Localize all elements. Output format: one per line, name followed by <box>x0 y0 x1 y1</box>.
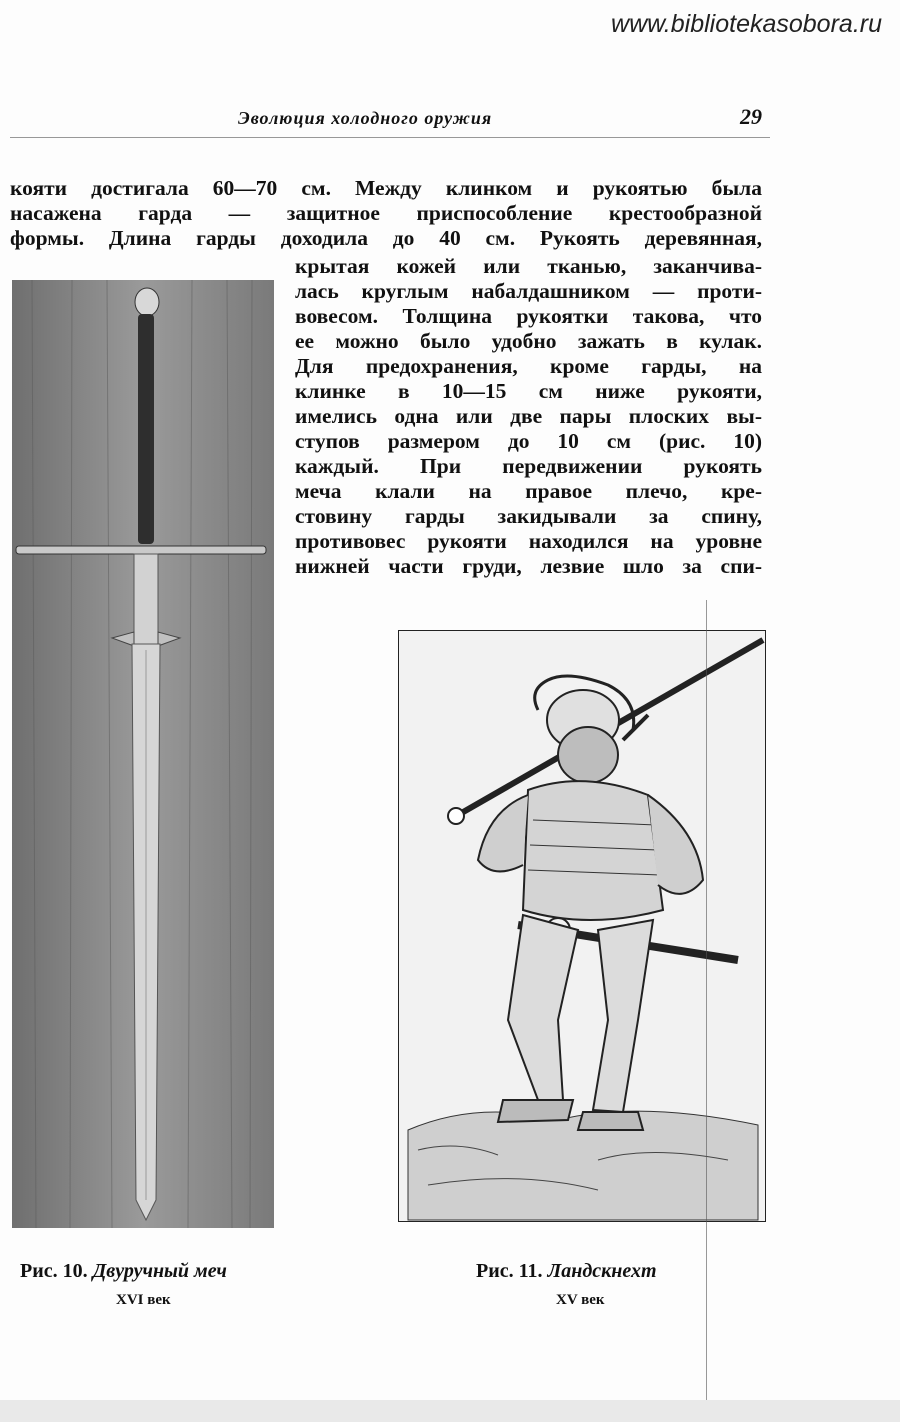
body-line-9: клинке в 10—15 см ниже рукояти, <box>295 379 762 403</box>
figure-11-label: Рис. 11. <box>476 1260 543 1282</box>
two-handed-sword-icon <box>12 280 274 1228</box>
site-watermark: www.bibliotekasobora.ru <box>611 10 882 38</box>
body-line-11: ступов размером до 10 см (рис. 10) <box>295 429 762 453</box>
figure-11-title: Ландскнехт <box>547 1260 657 1282</box>
body-line-4: крытая кожей или тканью, заканчива- <box>295 254 762 278</box>
figure-10-sword-photo <box>12 280 274 1228</box>
body-line-8: Для предохранения, кроме гарды, на <box>295 354 762 378</box>
body-line-13: меча клали на правое плечо, кре- <box>295 479 762 503</box>
landsknecht-icon <box>398 630 766 1222</box>
header-rule <box>10 137 770 138</box>
figure-10-century: XVI век <box>116 1292 171 1308</box>
body-line-3: формы. Длина гарды доходила до 40 см. Рукоять деревянная, <box>10 226 762 250</box>
body-line-6: вовесом. Толщина рукоятки такова, что <box>295 304 762 328</box>
figure-11-landsknecht <box>398 630 766 1222</box>
page-number: 29 <box>740 104 762 129</box>
body-line-1: кояти достигала 60—70 см. Между клинком и рукоятью была <box>10 176 762 200</box>
figure-10-title: Двуручный меч <box>92 1260 227 1282</box>
running-title: Эволюция холодного оружия <box>238 108 493 128</box>
figure-10-caption <box>20 1260 227 1283</box>
body-line-15: противовес рукояти находился на уровне <box>295 529 762 553</box>
body-line-14: стовину гарды закидывали за спину, <box>295 504 762 528</box>
body-line-5: лась круглым набалдашником — проти- <box>295 279 762 303</box>
body-line-10: имелись одна или две пары плоских вы- <box>295 404 762 428</box>
figure-11-century: XV век <box>556 1292 605 1308</box>
body-line-16: нижней части груди, лезвие шло за спи- <box>295 554 762 578</box>
body-line-12: каждый. При передвижении рукоять <box>295 454 762 478</box>
figure-11-caption <box>476 1260 657 1283</box>
scan-bottom-edge <box>0 1400 900 1422</box>
figure-10-label: Рис. 10. <box>20 1260 88 1282</box>
body-line-2: насажена гарда — защитное приспособление крестообразной <box>10 201 762 225</box>
body-line-7: ее можно было удобно зажать в кулак. <box>295 329 762 353</box>
scan-fold-line <box>706 600 707 1422</box>
